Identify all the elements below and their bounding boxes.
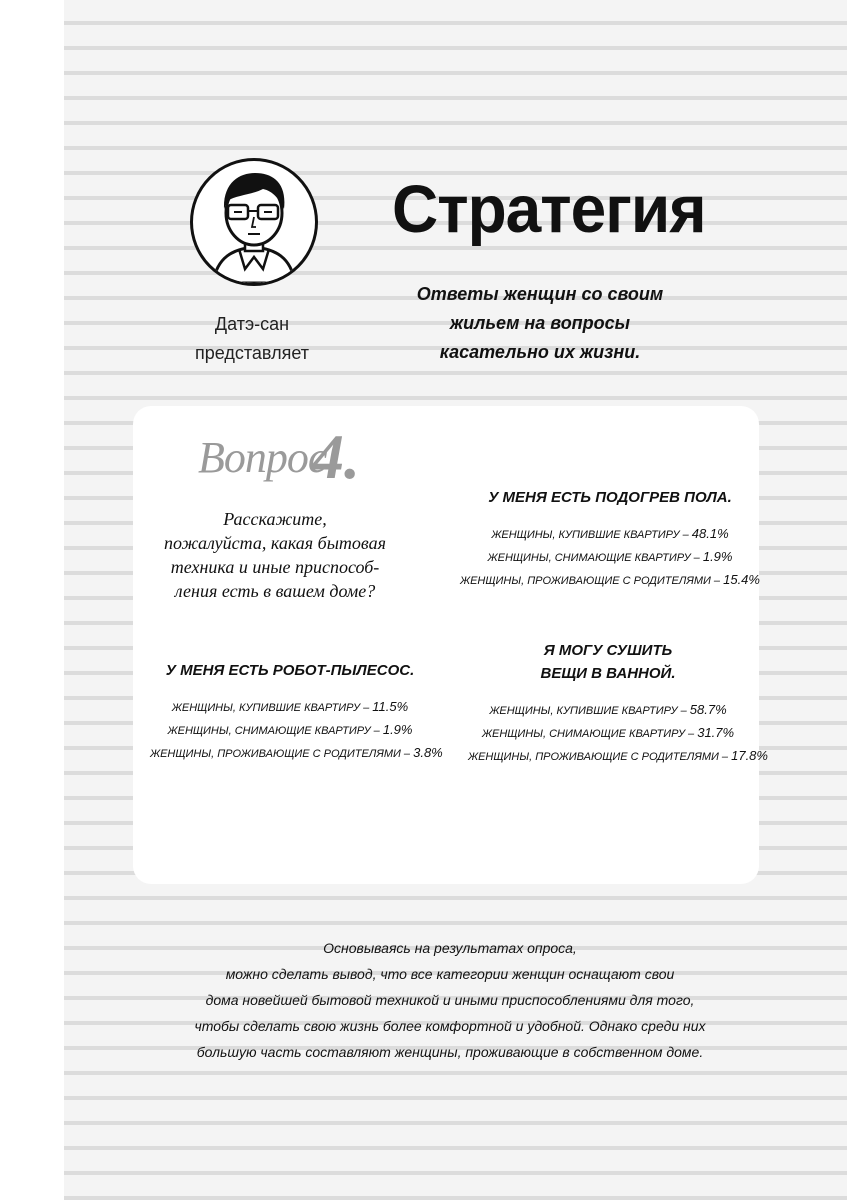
subtitle-line: Ответы женщин со своим [416, 284, 664, 304]
conclusion-text [150, 935, 750, 1065]
question-label: Вопрос [198, 433, 327, 482]
stat-label: ЖЕНЩИНЫ, КУПИВШИЕ КВАРТИРУ – [171, 702, 370, 714]
answer-floor-heating [460, 486, 760, 592]
presenter-caption-line: представляет [195, 343, 309, 363]
question-text-line: Расскажите, [223, 509, 327, 529]
stat-label: ЖЕНЩИНЫ, СНИМАЮЩИЕ КВАРТИРУ – [481, 728, 695, 740]
presenter-avatar [190, 158, 318, 286]
page-subtitle [400, 280, 680, 367]
conclusion-line: можно сделать вывод, что все категории женщин оснащают свои [225, 966, 675, 982]
presenter-caption-line: Датэ-сан [214, 314, 290, 334]
answer-stat-row [150, 742, 443, 765]
stat-value: 58.7% [689, 702, 727, 717]
answer-heading [150, 659, 430, 682]
stat-label: ЖЕНЩИНЫ, ПРОЖИВАЮЩИЕ С РОДИТЕЛЯМИ – [468, 751, 729, 763]
question-text-line: ления есть в вашем доме? [174, 581, 376, 601]
stat-label: ЖЕНЩИНЫ, СНИМАЮЩИЕ КВАРТИРУ – [167, 725, 380, 737]
answer-heading [468, 639, 748, 685]
stat-value: 1.9% [382, 722, 413, 737]
stat-value: 31.7% [697, 725, 735, 740]
stat-value: 15.4% [723, 572, 760, 587]
answer-stat-row [460, 523, 760, 546]
answer-stat-row [460, 569, 760, 592]
answer-stat-row [150, 696, 430, 719]
answer-stat-row [468, 722, 748, 745]
subtitle-line: жильем на вопросы [449, 313, 631, 333]
conclusion-line: чтобы сделать свою жизнь более комфортной и удобной. Однако среди них [194, 1018, 706, 1034]
stat-label: ЖЕНЩИНЫ, СНИМАЮЩИЕ КВАРТИРУ – [487, 552, 700, 564]
stat-value: 3.8% [413, 745, 443, 760]
question-text-line: техника и иные приспособ- [170, 557, 380, 577]
answer-heading-line: У МЕНЯ ЕСТЬ РОБОТ-ПЫЛЕСОС. [165, 662, 415, 679]
stat-label: ЖЕНЩИНЫ, КУПИВШИЕ КВАРТИРУ – [489, 705, 687, 717]
question-text [150, 507, 400, 603]
answer-heading-line: Я МОГУ СУШИТЬ [543, 642, 673, 659]
stat-value: 11.5% [372, 699, 409, 714]
stat-value: 1.9% [702, 549, 733, 564]
stat-value: 48.1% [691, 526, 729, 541]
answer-stat-row [460, 546, 760, 569]
answer-stat-row [150, 719, 430, 742]
conclusion-line: большую часть составляют женщины, проживающие в собственном доме. [196, 1044, 704, 1060]
conclusion-line: Основываясь на результатах опроса, [323, 940, 577, 956]
answer-robot-vacuum [150, 659, 443, 765]
answer-heading-line: У МЕНЯ ЕСТЬ ПОДОГРЕВ ПОЛА. [488, 489, 732, 506]
stat-label: ЖЕНЩИНЫ, ПРОЖИВАЮЩИЕ С РОДИТЕЛЯМИ – [460, 575, 721, 587]
question-text-line: пожалуйста, какая бытовая [164, 533, 386, 553]
stat-value: 17.8% [731, 748, 768, 763]
answer-heading [460, 486, 760, 509]
conclusion-line: дома новейшей бытовой техникой и иными приспособлениями для того, [205, 992, 695, 1008]
stat-label: ЖЕНЩИНЫ, ПРОЖИВАЮЩИЕ С РОДИТЕЛЯМИ – [150, 748, 411, 760]
answer-heading-line: ВЕЩИ В ВАННОЙ. [540, 665, 676, 682]
answer-stat-row [468, 745, 768, 768]
answer-bathroom-drying [468, 639, 768, 768]
page-title: Стратегия [392, 171, 706, 247]
answer-stat-row [468, 699, 748, 722]
presenter-caption [180, 310, 324, 368]
stat-label: ЖЕНЩИНЫ, КУПИВШИЕ КВАРТИРУ – [491, 529, 689, 541]
presenter-portrait-icon [193, 161, 315, 283]
subtitle-line: касательно их жизни. [439, 342, 641, 362]
question-number: 4. [312, 421, 360, 492]
